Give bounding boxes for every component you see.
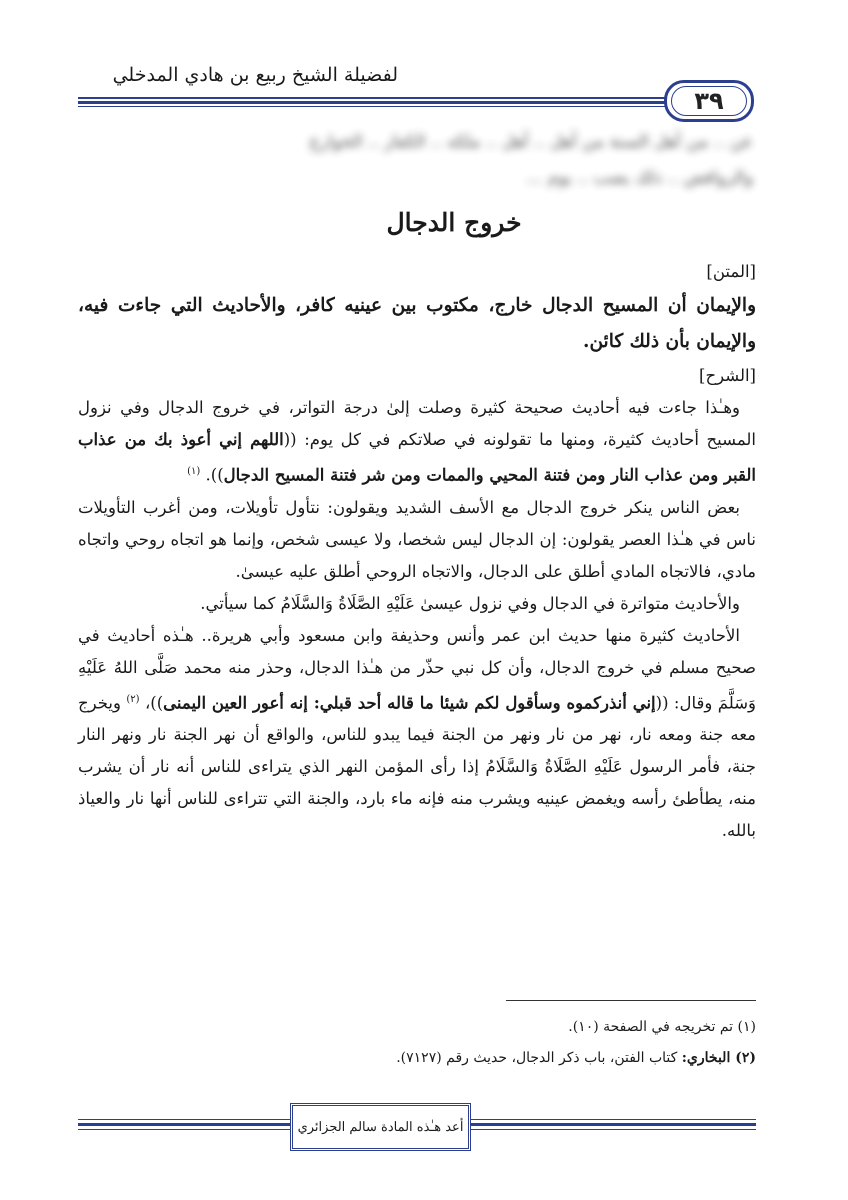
main-body [78,256,756,847]
footer-credit: أعد هـٰذه المادة سالم الجزائري [290,1103,471,1151]
text-span: ))، [139,693,164,712]
footnote-separator [506,1000,756,1001]
hadith-quote: إني أنذركموه وسأقول لكم شيئا ما قاله أحد قبلي: إنه أعور العين اليمنى [163,693,656,712]
header-rule [78,106,668,107]
sharh-paragraph [78,392,756,492]
hadith-quote: اللهم إني أعوذ بك من عذاب القبر ومن عذاب النار ومن فتنة المحيي والممات ومن شر فتنة المسيح الدجال [78,430,756,485]
sharh-paragraph [78,620,756,848]
text-span: الأحاديث كثيرة منها حديث ابن عمر وأنس وحذيفة وابن مسعود وأبي هريرة.. هـٰذه أحاديث في صحيح مسلم في خروج الدجال، وأن كل نبي حذّر من هـٰذا الدجال، وحذر منه محمد صَلَّى اللهُ عَلَيْهِ وَسَلَّمَ وقال: (( [78,625,756,712]
footnote-ref[interactable]: (١) [187,466,201,477]
blurred-text [300,124,753,196]
blurred-line: والروافض .. ذلك يصب .. يوم ... [526,168,753,188]
header-rule [78,97,668,99]
footnote-source: (٢) البخاري: [681,1050,756,1066]
matn-label: [المتن] [706,262,756,281]
sharh-label: [الشرح] [699,366,756,385]
matn-text: والإيمان أن المسيح الدجال خارج، مكتوب بين عينيه كافر، والأحاديث التي جاءت فيه، والإيمان بأن ذلك كائن. [78,295,756,352]
footnote-1: (١) تم تخريجه في الصفحة (١٠). [568,1019,756,1035]
section-title: خروج الدجال [386,208,522,237]
sharh-paragraph: بعض الناس ينكر خروج الدجال مع الأسف الشديد ويقولون: نتأول تأويلات، ومن أغرب التأويلات ناس في هـٰذا العصر يقولون: إن الدجال ليس شخصا، ولا عيسى شخص، وإنما هو اتجاه روحي واتجاه مادي، فالاتجاه المادي أطلق على الدجال، والاتجاه الروحي أطلق عليه عيسىٰ. [78,497,756,581]
footnote-ref[interactable]: (٢) [126,693,140,705]
blurred-line: عن .. من أهل السنة من أهل .. أهل .. ملكه .. الكفار .. الخوارج [309,132,753,152]
page-number: ٣٩ [664,80,754,122]
footnote-2 [300,1043,756,1074]
text-span: )). [200,465,224,485]
footnotes [300,1012,756,1074]
text-span: وهـٰذا جاءت فيه أحاديث صحيحة كثيرة وصلت إلىٰ درجة التواتر، في خروج الدجال وفي نزول المسيح أحاديث كثيرة، ومنها ما تقولونه في صلاتكم في كل يوم: (( [78,398,756,449]
text-span: ويخرج معه جنة ومعه نار، نهر من نار ونهر من الجنة فيما يبدو للناس، والواقع أن نهر الجنة نار ونهر النار جنة، فأمر الرسول عَلَيْهِ الصَّلَاةُ وَالسَّلَامُ إذا رأى المؤمن النهر الذي يتراءى للناس أنه نار أن يشرب منه، يطأطئ رأسه ويغمض عينيه ويشرب منه فإنه ماء بارد، والجنة التي تتراءى للناس أنها نار والعياذ بالله. [78,693,756,840]
header-rule [78,101,668,104]
footnote-text: كتاب الفتن، باب ذكر الدجال، حديث رقم (٧١٢٧). [396,1050,682,1066]
sharh-paragraph: والأحاديث متواترة في الدجال وفي نزول عيسىٰ عَلَيْهِ الصَّلَاةُ وَالسَّلَامُ كما سيأتي. [200,593,740,613]
header-title: لفضيلة الشيخ ربيع بن هادي المدخلي [112,64,398,86]
